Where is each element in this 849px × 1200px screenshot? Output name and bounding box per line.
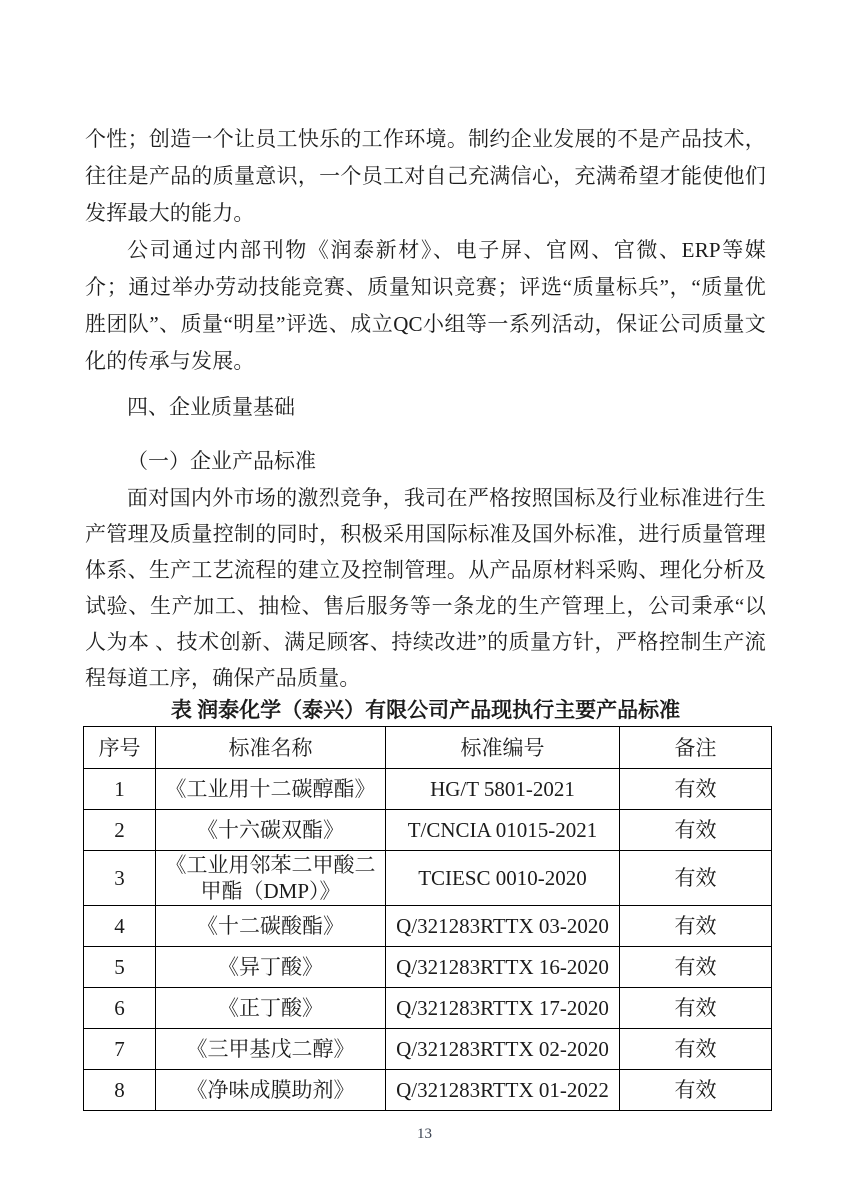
standards-table	[83, 726, 772, 1111]
column-header-standard-code: 标准编号	[386, 727, 620, 769]
remark-cell: 有效	[620, 1070, 772, 1111]
table-row	[84, 1070, 772, 1111]
table-row	[84, 988, 772, 1029]
column-header-standard-name: 标准名称	[156, 727, 386, 769]
standard-name-cell: 《十六碳双酯》	[156, 810, 386, 851]
standard-name-cell: 《十二碳酸酯》	[156, 906, 386, 947]
section-heading-quality-basis: 四、企业质量基础	[127, 395, 295, 419]
row-index-cell: 6	[84, 988, 156, 1029]
standard-name-cell: 《工业用邻苯二甲酸二甲酯（DMP）》	[156, 851, 386, 906]
row-index-cell: 7	[84, 1029, 156, 1070]
paragraph-standards-management: 面对国内外市场的激烈竞争，我司在严格按照国标及行业标准进行生产管理及质量控制的同时，积极采用国际标准及国外标准，进行质量管理体系、生产工艺流程的建立及控制管理。从产品原材料采购、理化分析及试验、生产加工、抽检、售后服务等一条龙的生产管理上，公司秉承“以人为本 、技术创新、满足顾客、持续改进”的质量方针，严格控制生产流程每道工序，确保产品质量。	[85, 486, 766, 690]
standard-code-cell: Q/321283RTTX 17-2020	[386, 988, 620, 1029]
table-header-row	[84, 727, 772, 769]
remark-cell: 有效	[620, 810, 772, 851]
row-index-cell: 1	[84, 769, 156, 810]
row-index-cell: 3	[84, 851, 156, 906]
column-header-remark: 备注	[620, 727, 772, 769]
standard-code-cell: TCIESC 0010-2020	[386, 851, 620, 906]
standard-name-cell: 《三甲基戊二醇》	[156, 1029, 386, 1070]
row-index-cell: 5	[84, 947, 156, 988]
table-row	[84, 810, 772, 851]
page-number: 13	[417, 1126, 432, 1142]
remark-cell: 有效	[620, 769, 772, 810]
remark-cell: 有效	[620, 851, 772, 906]
standard-code-cell: Q/321283RTTX 16-2020	[386, 947, 620, 988]
standard-code-cell: HG/T 5801-2021	[386, 769, 620, 810]
row-index-cell: 2	[84, 810, 156, 851]
row-index-cell: 8	[84, 1070, 156, 1111]
table-row	[84, 906, 772, 947]
subsection-heading-product-standards: （一）企业产品标准	[127, 449, 316, 473]
standard-code-cell: Q/321283RTTX 03-2020	[386, 906, 620, 947]
table-row	[84, 851, 772, 906]
standard-name-cell: 《净味成膜助剂》	[156, 1070, 386, 1111]
row-index-cell: 4	[84, 906, 156, 947]
table-row	[84, 947, 772, 988]
column-header-index: 序号	[84, 727, 156, 769]
table-caption: 表 润泰化学（泰兴）有限公司产品现执行主要产品标准	[170, 698, 681, 722]
document-content	[85, 121, 766, 1111]
standard-name-cell: 《异丁酸》	[156, 947, 386, 988]
remark-cell: 有效	[620, 988, 772, 1029]
paragraph-company-media: 公司通过内部刊物《润泰新材》、电子屏、官网、官微、ERP等媒介；通过举办劳动技能竞赛、质量知识竞赛；评选“质量标兵”，“质量优胜团队”、质量“明星”评选、成立QC小组等一系列活动，保证公司质量文化的传承与发展。	[85, 238, 766, 373]
table-row	[84, 769, 772, 810]
standard-name-cell: 《工业用十二碳醇酯》	[156, 769, 386, 810]
standard-code-cell: Q/321283RTTX 01-2022	[386, 1070, 620, 1111]
table-row	[84, 1029, 772, 1070]
remark-cell: 有效	[620, 1029, 772, 1070]
standard-name-cell: 《正丁酸》	[156, 988, 386, 1029]
standard-code-cell: T/CNCIA 01015-2021	[386, 810, 620, 851]
remark-cell: 有效	[620, 906, 772, 947]
paragraph-continuation: 个性；创造一个让员工快乐的工作环境。制约企业发展的不是产品技术，往往是产品的质量意识，一个员工对自己充满信心，充满希望才能使他们发挥最大的能力。	[85, 127, 766, 225]
remark-cell: 有效	[620, 947, 772, 988]
standard-code-cell: Q/321283RTTX 02-2020	[386, 1029, 620, 1070]
